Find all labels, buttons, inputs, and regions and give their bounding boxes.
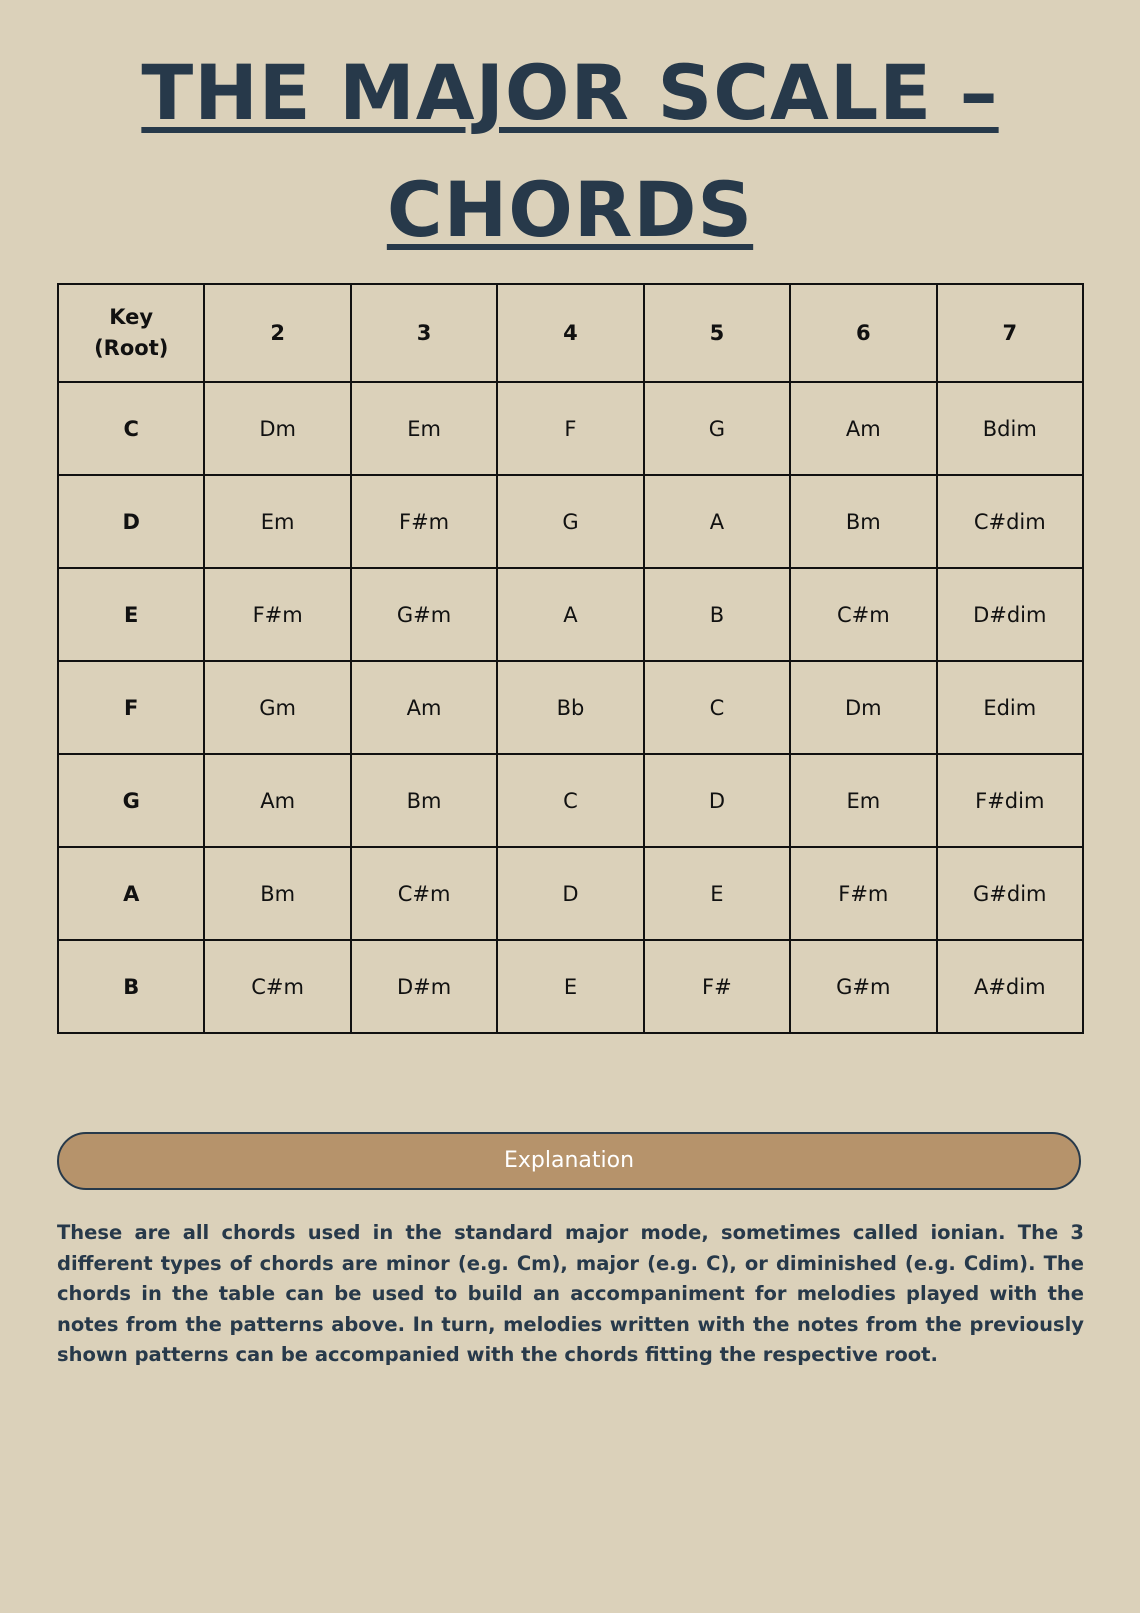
- chord-cell: C#dim: [937, 475, 1083, 568]
- chord-cell: D: [497, 847, 643, 940]
- chord-cell: Bm: [351, 754, 497, 847]
- chord-cell: D#m: [351, 940, 497, 1033]
- root-cell: G: [58, 754, 204, 847]
- explanation-text: These are all chords used in the standard major mode, sometimes called ionian. The 3 different types of chords are minor (e.g. Cm), major (e.g. C), or diminished (e.g. Cdim). The chords in the table can be used to build an accompaniment for melodies played with the notes from the patterns above. In turn, melodies written with the notes from the previously shown patterns can be accompanied with the chords fitting the respective root.: [57, 1221, 1084, 1366]
- chord-cell: Am: [351, 661, 497, 754]
- chord-cell: G: [644, 382, 790, 475]
- chord-cell: F#dim: [937, 754, 1083, 847]
- explanation-banner: Explanation: [57, 1132, 1081, 1190]
- chord-cell: F#m: [790, 847, 936, 940]
- root-cell: C: [58, 382, 204, 475]
- column-header-3: 3: [351, 284, 497, 382]
- chord-cell: Em: [790, 754, 936, 847]
- chord-cell: C#m: [204, 940, 350, 1033]
- chord-cell: D#dim: [937, 568, 1083, 661]
- chord-cell: G: [497, 475, 643, 568]
- root-cell: A: [58, 847, 204, 940]
- table-row: [58, 940, 1083, 1033]
- chord-cell: Em: [351, 382, 497, 475]
- chord-cell: C: [644, 661, 790, 754]
- chord-cell: Bdim: [937, 382, 1083, 475]
- chord-cell: F#: [644, 940, 790, 1033]
- column-header-2: 2: [204, 284, 350, 382]
- chord-cell: A: [497, 568, 643, 661]
- column-header-7: 7: [937, 284, 1083, 382]
- root-cell: D: [58, 475, 204, 568]
- table-row: [58, 847, 1083, 940]
- chord-cell: Bm: [204, 847, 350, 940]
- table-row: [58, 475, 1083, 568]
- chord-cell: G#m: [790, 940, 936, 1033]
- chord-cell: Edim: [937, 661, 1083, 754]
- page-title: [0, 34, 1140, 268]
- column-header-5: 5: [644, 284, 790, 382]
- chord-table: [57, 283, 1084, 1034]
- column-header-6: 6: [790, 284, 936, 382]
- chord-cell: C: [497, 754, 643, 847]
- chord-cell: Am: [204, 754, 350, 847]
- chord-cell: C#m: [790, 568, 936, 661]
- chord-cell: E: [644, 847, 790, 940]
- chord-cell: Gm: [204, 661, 350, 754]
- table-row: [58, 382, 1083, 475]
- table-header-row: [58, 284, 1083, 382]
- chord-cell: B: [644, 568, 790, 661]
- chord-cell: G#m: [351, 568, 497, 661]
- column-header-4: 4: [497, 284, 643, 382]
- table-row: [58, 661, 1083, 754]
- root-cell: F: [58, 661, 204, 754]
- chord-cell: E: [497, 940, 643, 1033]
- page-title-line-1: THE MAJOR SCALE –: [141, 48, 999, 137]
- table-row: [58, 754, 1083, 847]
- chord-cell: A#dim: [937, 940, 1083, 1033]
- page-title-line-2: CHORDS: [386, 165, 754, 254]
- chord-cell: A: [644, 475, 790, 568]
- chord-cell: Dm: [204, 382, 350, 475]
- chord-cell: F: [497, 382, 643, 475]
- chord-cell: Bm: [790, 475, 936, 568]
- chord-cell: Dm: [790, 661, 936, 754]
- chord-cell: Bb: [497, 661, 643, 754]
- root-cell: E: [58, 568, 204, 661]
- root-cell: B: [58, 940, 204, 1033]
- table-row: [58, 568, 1083, 661]
- column-header-key: Key (Root): [58, 284, 204, 382]
- chord-cell: Em: [204, 475, 350, 568]
- chord-cell: F#m: [351, 475, 497, 568]
- chord-cell: F#m: [204, 568, 350, 661]
- chord-cell: G#dim: [937, 847, 1083, 940]
- chord-cell: C#m: [351, 847, 497, 940]
- chord-cell: Am: [790, 382, 936, 475]
- chord-cell: D: [644, 754, 790, 847]
